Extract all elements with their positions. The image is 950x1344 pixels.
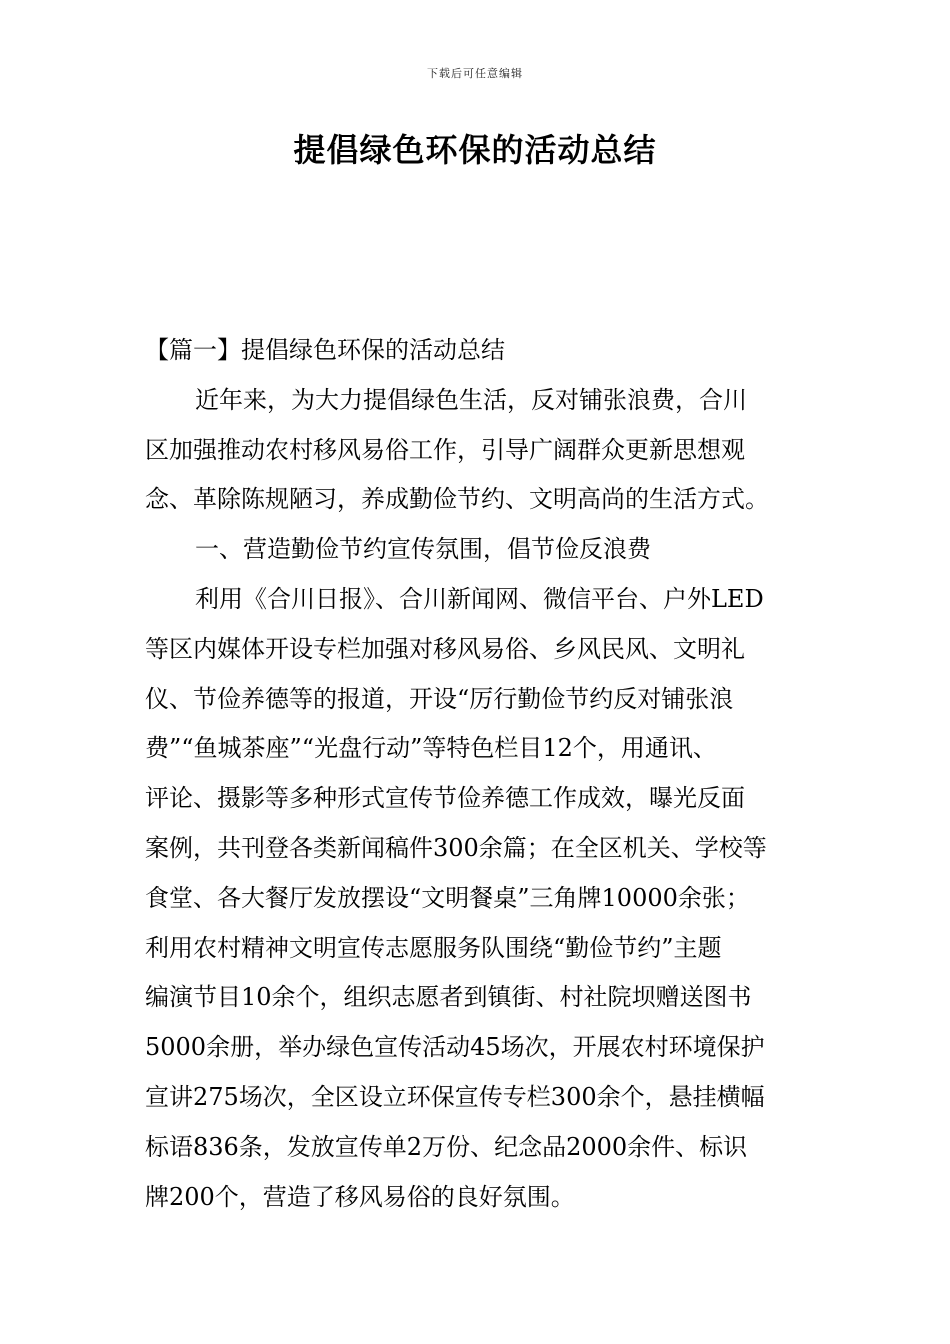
paragraph-line: 利用农村精神文明宣传志愿服务队围绕“勤俭节约”主题 [145, 933, 722, 962]
paragraph-line: 5000余册，举办绿色宣传活动45场次，开展农村环境保护 [145, 1033, 765, 1062]
document-body [145, 326, 825, 1222]
paragraph-line: 宣讲275场次，全区设立环保宣传专栏300余个，悬挂横幅 [145, 1082, 765, 1111]
paragraph-line: 费”“鱼城茶座”“光盘行动”等特色栏目12个，用通讯、 [145, 734, 717, 763]
paragraph-line: 区加强推动农村移风易俗工作，引导广阔群众更新思想观 [145, 435, 745, 464]
subsection-heading: 一、营造勤俭节约宣传氛围，倡节俭反浪费 [195, 535, 651, 564]
header-note: 下载后可任意编辑 [427, 67, 523, 80]
section-heading: 【篇一】提倡绿色环保的活动总结 [145, 336, 505, 364]
document-title: 提倡绿色环保的活动总结 [293, 131, 657, 169]
paragraph-line: 牌200个，营造了移风易俗的良好氛围。 [145, 1182, 575, 1211]
paragraph-line: 评论、摄影等多种形式宣传节俭养德工作成效，曝光反面 [145, 784, 745, 813]
paragraph-line: 仪、节俭养德等的报道，开设“厉行勤俭节约反对铺张浪 [145, 684, 734, 713]
paragraph-line: 食堂、各大餐厅发放摆设“文明餐桌”三角牌10000余张； [145, 883, 750, 912]
paragraph-line: 案例，共刊登各类新闻稿件300余篇；在全区机关、学校等 [145, 833, 767, 862]
paragraph-line: 利用《合川日报》、合川新闻网、微信平台、户外LED [195, 584, 764, 613]
paragraph-line: 近年来，为大力提倡绿色生活，反对铺张浪费，合川 [195, 385, 747, 414]
paragraph-line: 等区内媒体开设专栏加强对移风易俗、乡风民风、文明礼 [145, 634, 745, 663]
paragraph-line: 编演节目10余个，组织志愿者到镇街、村社院坝赠送图书 [145, 983, 752, 1012]
paragraph-line: 念、革除陈规陋习，养成勤俭节约、文明高尚的生活方式。 [145, 485, 769, 514]
paragraph-line: 标语836条，发放宣传单2万份、纪念品2000余件、标识 [145, 1132, 748, 1161]
